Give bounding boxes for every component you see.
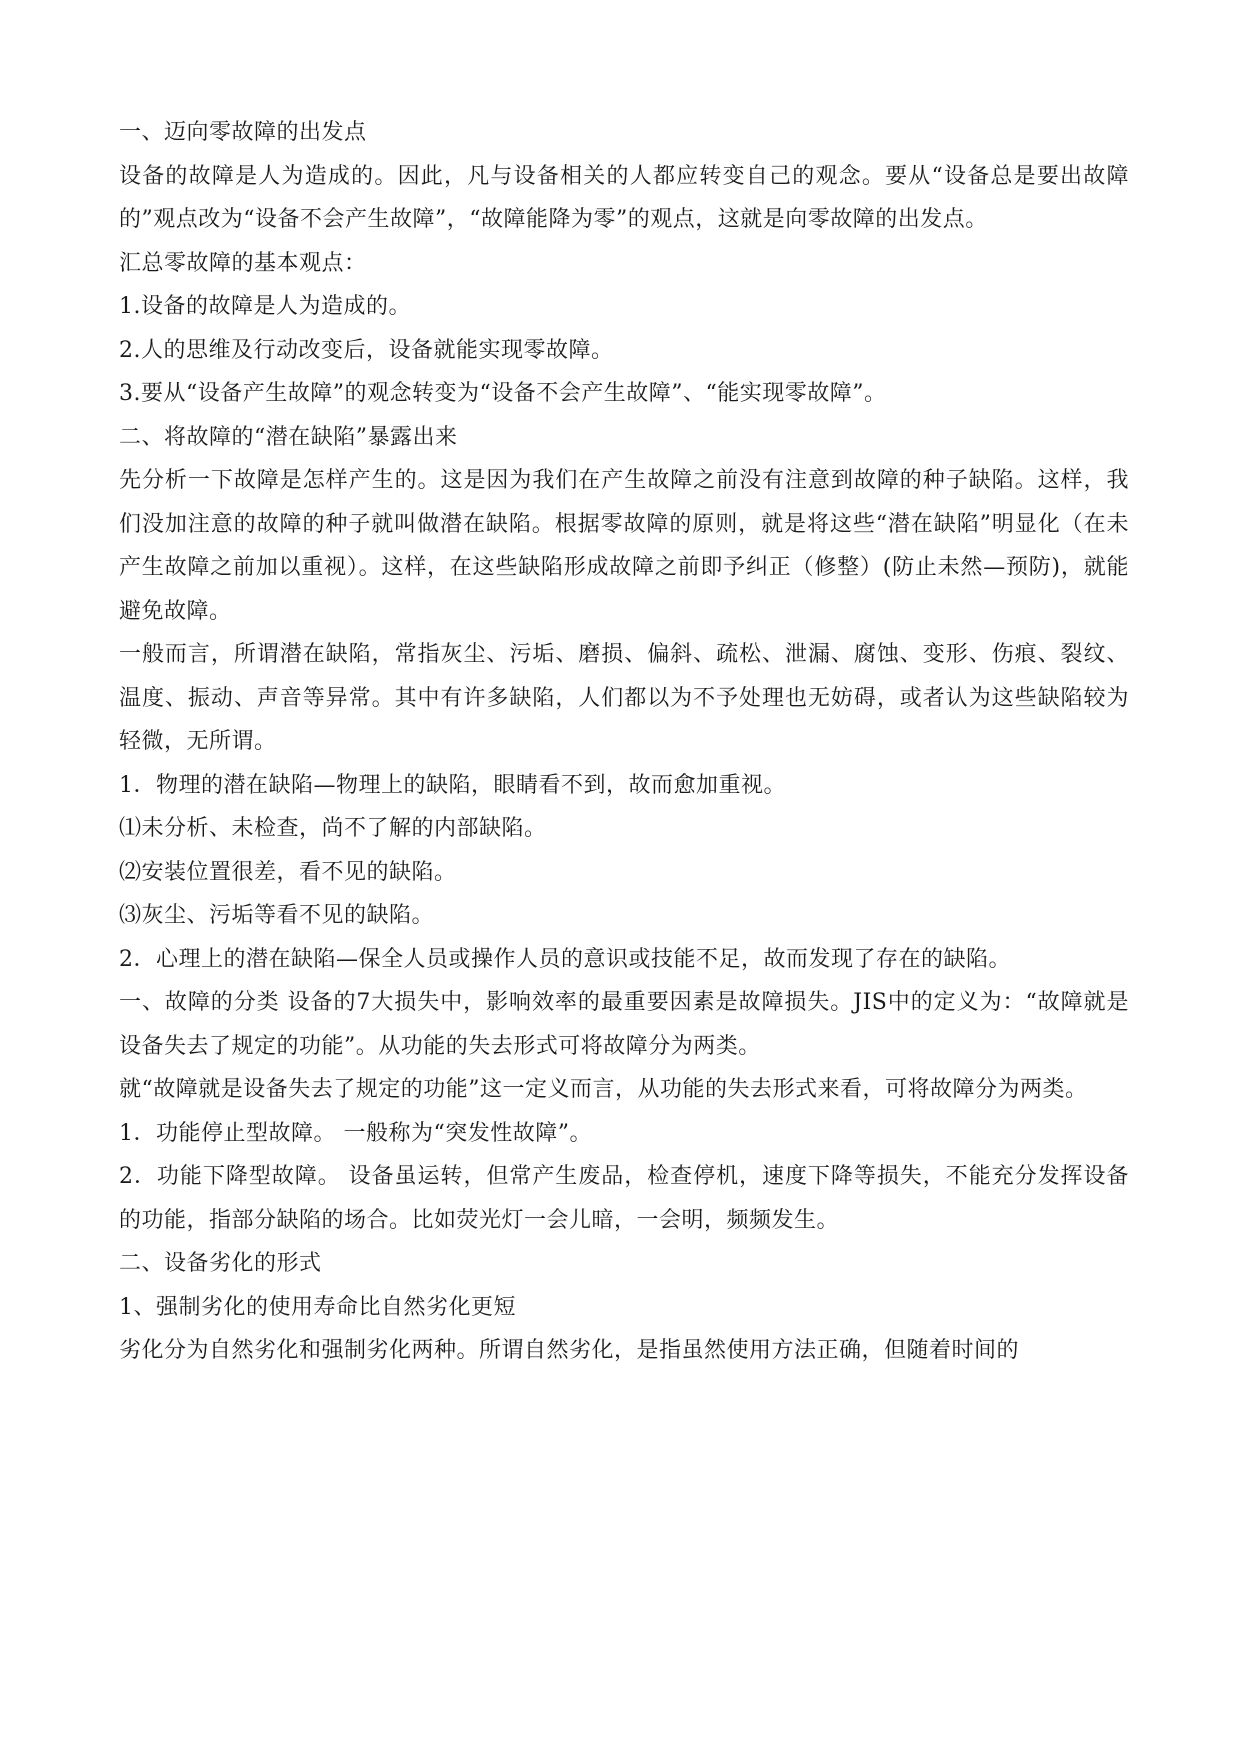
sub-item-3: ⑶灰尘、污垢等看不见的缺陷。 — [119, 903, 435, 928]
paragraph-summary-heading: 汇总零故障的基本观点： — [119, 250, 367, 276]
paragraph-failure-man-made: 设备的故障是人为造成的。因此，凡与设备相关的人都应转变自己的观念。要从“设备总是要出故障的”观点改为“设备不会产生故障”，“故障能降为零”的观点，这就是向零故障的出发点。 — [119, 163, 1129, 232]
sub-heading-forced-deterioration: 1、强制劣化的使用寿命比自然劣化更短 — [119, 1294, 516, 1320]
list-item-physical-defects: 1．物理的潜在缺陷—物理上的缺陷，眼睛看不到，故而愈加重视。 — [119, 772, 786, 798]
heading-deterioration-forms: 二、设备劣化的形式 — [119, 1251, 322, 1276]
paragraph-failure-classification: 一、故障的分类 设备的7大损失中，影响效率的最重要因素是故障损失。JIS中的定义为：“故障就是设备失去了规定的功能”。从功能的失去形式可将故障分为两类。 — [119, 990, 1129, 1059]
list-item-1: 1.设备的故障是人为造成的。 — [119, 294, 411, 319]
list-item-decline-failure: 2．功能下降型故障。 设备虽运转，但常产生废品，检查停机，速度下降等损失，不能充分发挥设备的功能，指部分缺陷的场合。比如荧光灯一会儿暗，一会明，频频发生。 — [119, 1164, 1129, 1233]
heading-expose-defects: 二、将故障的“潜在缺陷”暴露出来 — [119, 424, 458, 450]
list-item-psychological-defects: 2．心理上的潜在缺陷—保全人员或操作人员的意识或技能不足，故而发现了存在的缺陷。 — [119, 946, 1011, 972]
paragraph-definition: 就“故障就是设备失去了规定的功能”这一定义而言，从功能的失去形式来看，可将故障分为两类。 — [119, 1077, 1088, 1102]
list-item-2: 2.人的思维及行动改变后，设备就能实现零故障。 — [119, 337, 614, 363]
paragraph-defect-types: 一般而言，所谓潜在缺陷，常指灰尘、污垢、磨损、偏斜、疏松、泄漏、腐蚀、变形、伤痕、裂纹、温度、振动、声音等异常。其中有许多缺陷，人们都以为不予处理也无妨碍，或者认为这些缺陷较为轻微，无所谓。 — [119, 642, 1129, 754]
sub-item-1: ⑴未分析、未检查，尚不了解的内部缺陷。 — [119, 816, 547, 841]
document-body — [119, 111, 1129, 1373]
paragraph-deterioration-types: 劣化分为自然劣化和强制劣化两种。所谓自然劣化，是指虽然使用方法正确，但随着时间的 — [119, 1338, 1020, 1363]
sub-item-2: ⑵安装位置很差，看不见的缺陷。 — [119, 859, 457, 885]
list-item-3: 3.要从“设备产生故障”的观念转变为“设备不会产生故障”、“能实现零故障”。 — [119, 381, 887, 406]
paragraph-defect-origin: 先分析一下故障是怎样产生的。这是因为我们在产生故障之前没有注意到故障的种子缺陷。这样，我们没加注意的故障的种子就叫做潜在缺陷。根据零故障的原则，就是将这些“潜在缺陷”明显化（在未产生故障之前加以重视）。这样，在这些缺陷形成故障之前即予纠正（修整）(防止未然—预防)，就能避免故障。 — [119, 468, 1129, 624]
heading-zero-failure-start: 一、迈向零故障的出发点 — [119, 120, 367, 145]
list-item-stop-failure: 1．功能停止型故障。 一般称为“突发性故障”。 — [119, 1120, 592, 1146]
